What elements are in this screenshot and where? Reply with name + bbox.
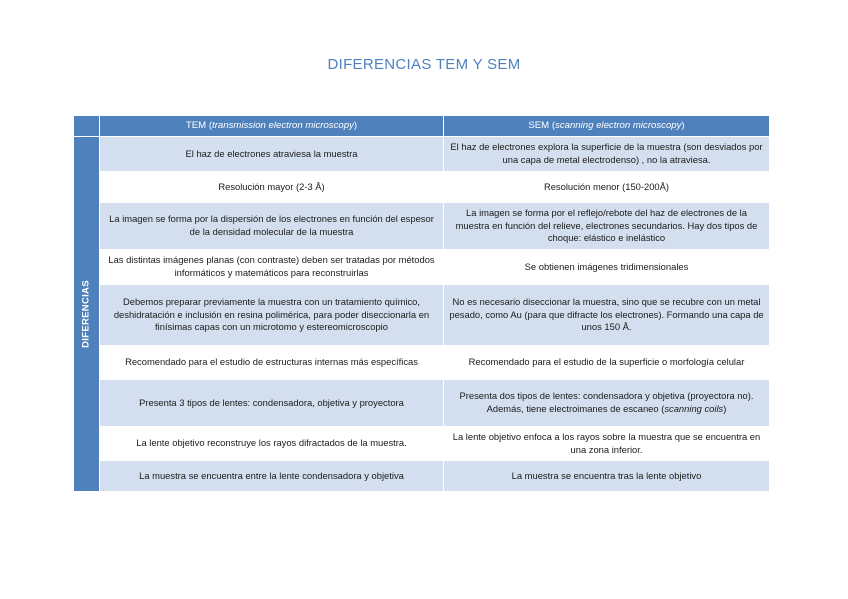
tem-cell: La lente objetivo reconstruye los rayos difractados de la muestra.: [100, 427, 444, 461]
table-row: [74, 427, 770, 461]
sem-cell: El haz de electrones explora la superficie de la muestra (son desviados por una capa de metal electrodenso) , no la atraviesa.: [444, 137, 770, 172]
table-row: [74, 250, 770, 285]
header-row: [74, 116, 770, 137]
table-row: [74, 137, 770, 172]
sem-cell: Resolución menor (150-200Å): [444, 172, 770, 203]
tem-cell: Presenta 3 tipos de lentes: condensadora, objetiva y proyectora: [100, 380, 444, 427]
sem-cell: No es necesario diseccionar la muestra, sino que se recubre con un metal pesado, como Au (para que difracte los electrones). Formando una capa de unos 150 Å.: [444, 285, 770, 346]
corner-cell: [74, 116, 100, 137]
table-row: [74, 461, 770, 492]
page-title: DIFERENCIAS TEM Y SEM: [327, 56, 521, 73]
sem-cell: Recomendado para el estudio de la superficie o morfología celular: [444, 346, 770, 380]
sem-cell: Presenta dos tipos de lentes: condensadora y objetiva (proyectora no). Además, tiene electroimanes de escaneo (scanning coils): [444, 380, 770, 427]
sem-cell: La imagen se forma por el reflejo/rebote del haz de electrones de la muestra en función del relieve, electrones secundarios. Hay dos tipos de choque: elástico e inelástico: [444, 203, 770, 250]
table-row: [74, 203, 770, 250]
tem-cell: Las distintas imágenes planas (con contraste) deben ser tratadas por métodos informáticos y matemáticos para reconstruirlas: [100, 250, 444, 285]
tem-cell: Resolución mayor (2-3 Å): [100, 172, 444, 203]
tem-cell: Recomendado para el estudio de estructuras internas más específicas: [100, 346, 444, 380]
header-sem: SEM (scanning electron microscopy): [444, 116, 770, 137]
tem-cell: La muestra se encuentra entre la lente condensadora y objetiva: [100, 461, 444, 492]
table-row: [74, 285, 770, 346]
sem-cell: La lente objetivo enfoca a los rayos sobre la muestra que se encuentra en una zona inferior.: [444, 427, 770, 461]
tem-cell: Debemos preparar previamente la muestra con un tratamiento químico, deshidratación e inclusión en resina polimérica, para poder diseccionarla en finísimas capas con un microtomo y estereomicroscopio: [100, 285, 444, 346]
header-tem: TEM (transmission electron microscopy): [100, 116, 444, 137]
sem-cell: Se obtienen imágenes tridimensionales: [444, 250, 770, 285]
table-row: [74, 380, 770, 427]
comparison-table: [73, 115, 770, 492]
tem-cell: La imagen se forma por la dispersión de los electrones en función del espesor de la densidad molecular de la muestra: [100, 203, 444, 250]
table-row: [74, 172, 770, 203]
side-label: DIFERENCIAS: [80, 280, 92, 348]
sem-cell: La muestra se encuentra tras la lente objetivo: [444, 461, 770, 492]
side-label-cell: [74, 137, 100, 492]
tem-cell: El haz de electrones atraviesa la muestra: [100, 137, 444, 172]
table-row: [74, 346, 770, 380]
